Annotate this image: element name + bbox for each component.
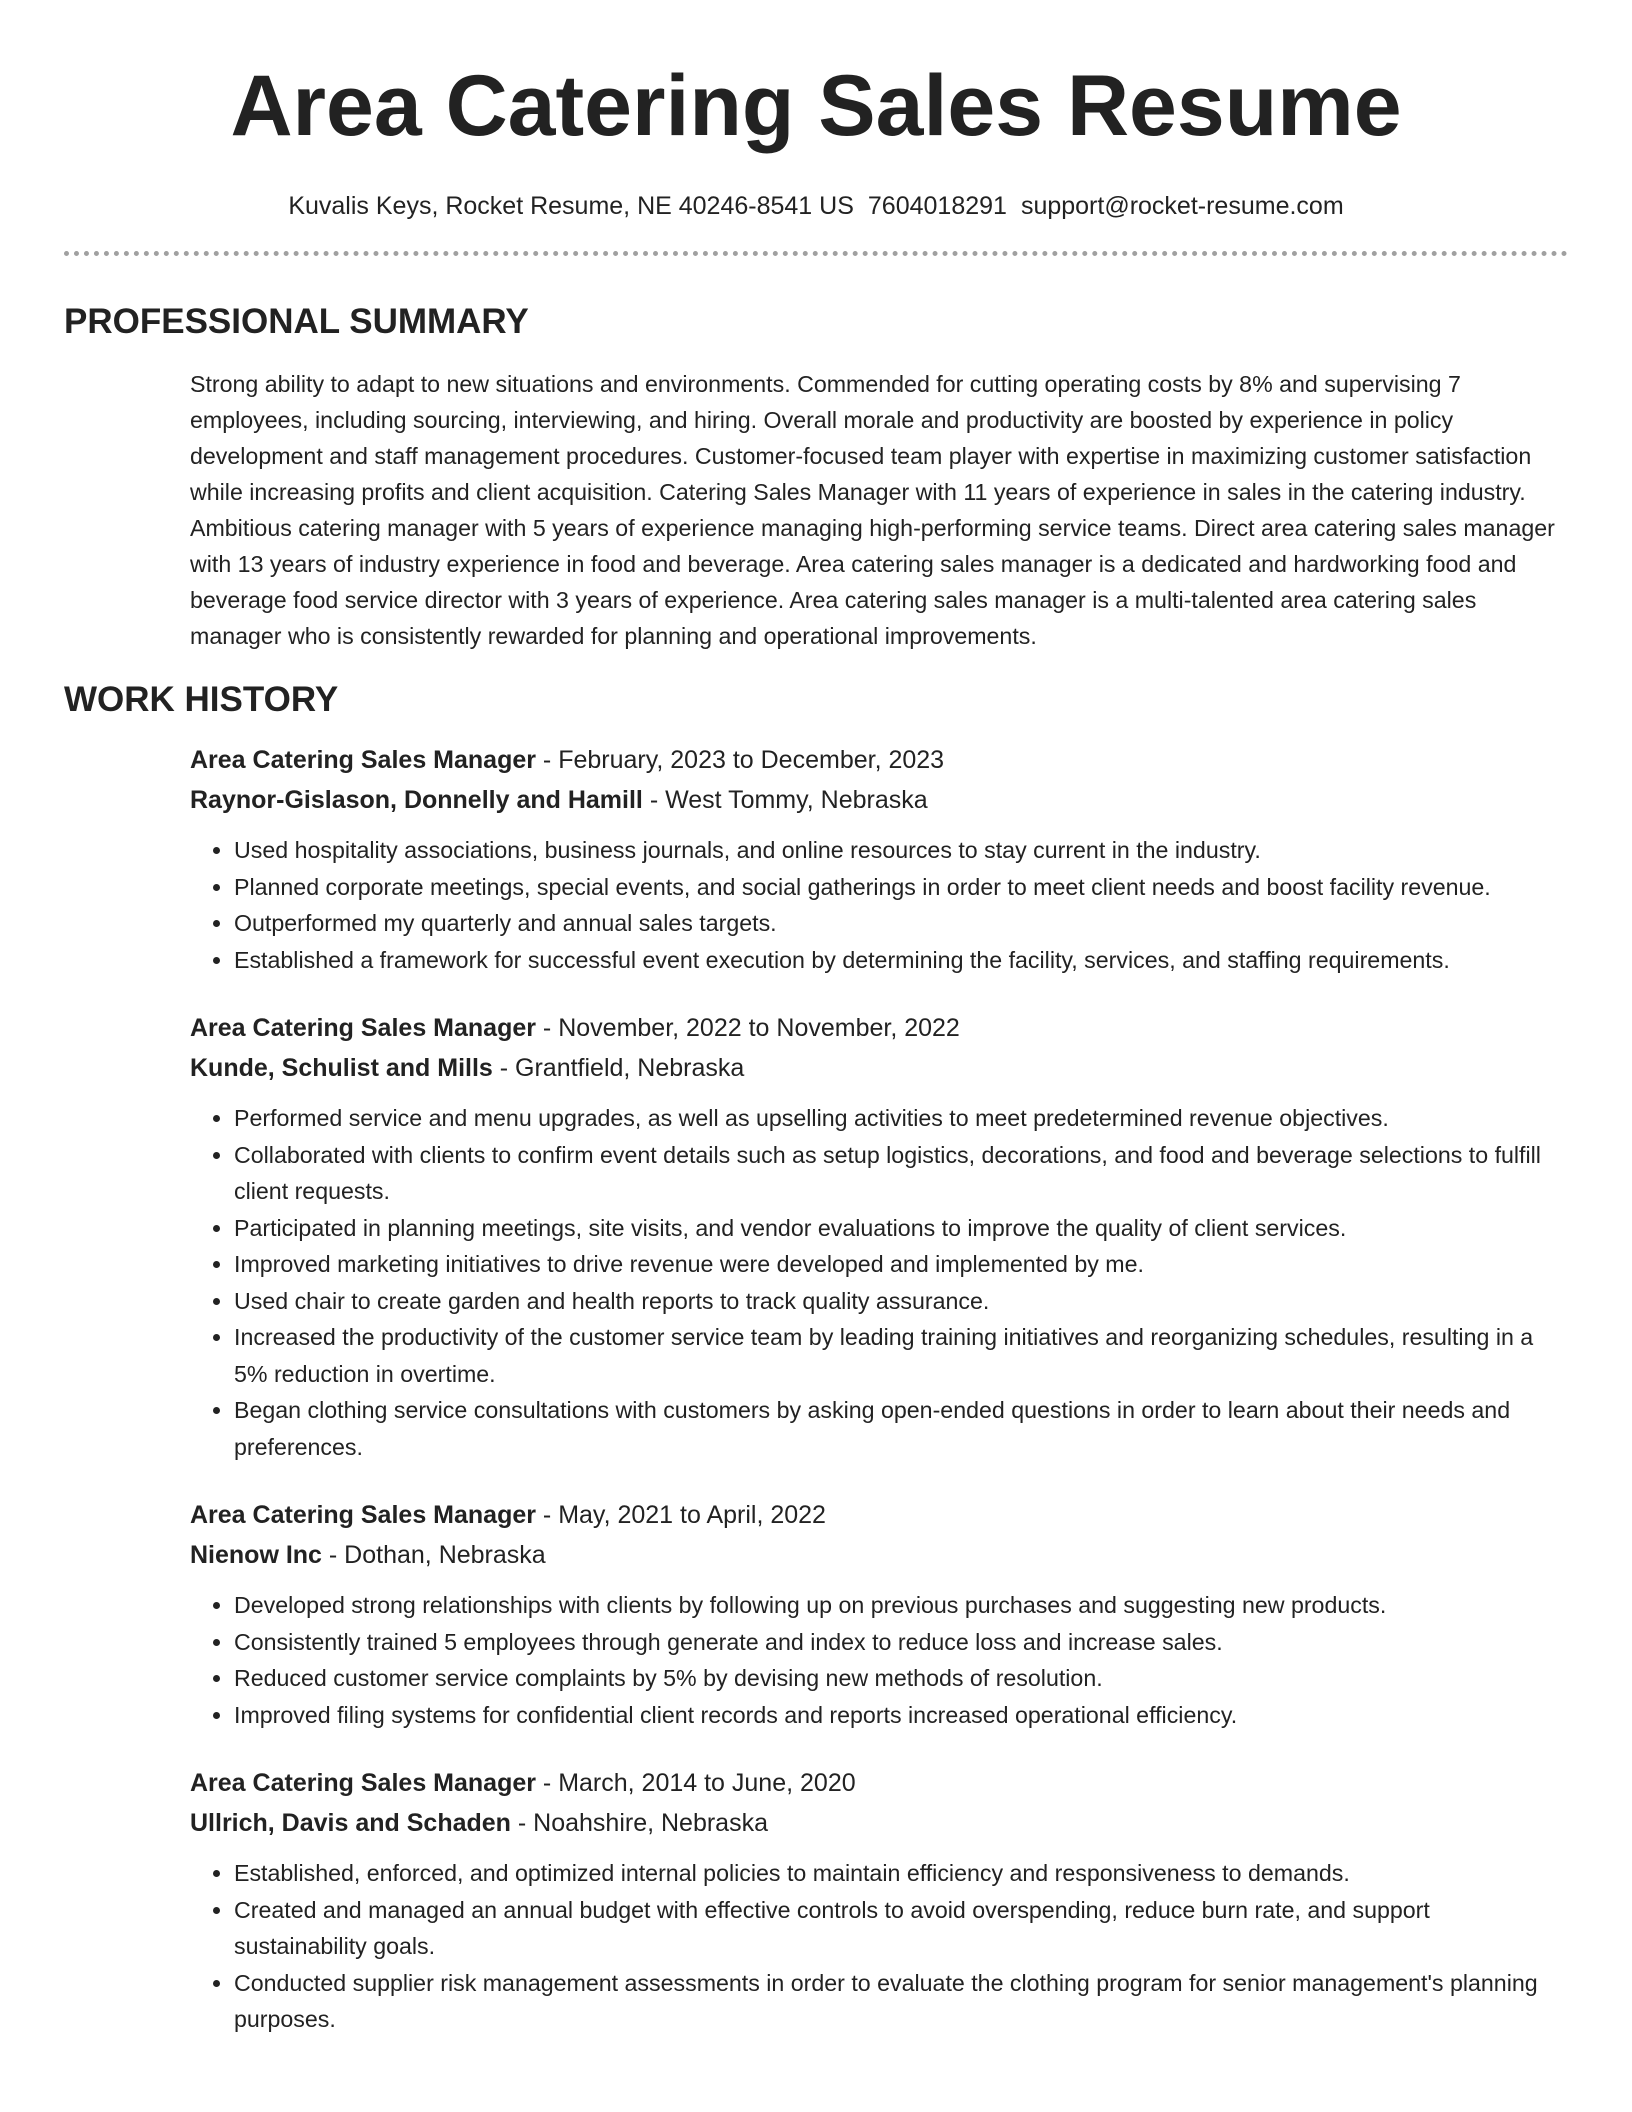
contact-phone: 7604018291: [867, 192, 1007, 220]
job-company-line: [190, 1048, 1568, 1088]
job-entry: [190, 1763, 1568, 2038]
job-company: Raynor-Gislason, Donnelly and Hamill: [190, 786, 643, 814]
job-location: - Grantfield, Nebraska: [492, 1054, 745, 1082]
job-company-line: [190, 780, 1568, 820]
job-dates: - November, 2022 to November, 2022: [535, 1014, 960, 1042]
job-bullet: • Conducted supplier risk management assessments in order to evaluate the clothing program for senior management's planning purposes.: [234, 1965, 1568, 2038]
job-entry: [190, 1008, 1568, 1465]
contact-line: [64, 192, 1568, 221]
job-bullet: • Created and managed an annual budget with effective controls to avoid overspending, reduce burn rate, and support sustainability goals.: [234, 1892, 1568, 1965]
job-title: Area Catering Sales Manager: [190, 1501, 536, 1529]
job-bullets: [190, 1587, 1568, 1733]
job-title: Area Catering Sales Manager: [190, 1014, 536, 1042]
job-title: Area Catering Sales Manager: [190, 1769, 536, 1797]
job-entry: [190, 740, 1568, 978]
job-bullet: • Outperformed my quarterly and annual sales targets.: [234, 905, 1568, 942]
job-location: - Dothan, Nebraska: [321, 1541, 546, 1569]
resume-title: Area Catering Sales Resume: [230, 58, 1402, 154]
summary-heading: PROFESSIONAL SUMMARY: [64, 302, 529, 341]
job-dates: - March, 2014 to June, 2020: [535, 1769, 856, 1797]
contact-email: support@rocket-resume.com: [1020, 192, 1344, 220]
job-title-line: [190, 1495, 1568, 1535]
job-bullet: • Improved filing systems for confidential client records and reports increased operational efficiency.: [234, 1697, 1568, 1734]
job-bullets: [190, 832, 1568, 978]
work-history-heading: WORK HISTORY: [64, 680, 339, 719]
job-bullet: • Established, enforced, and optimized internal policies to maintain efficiency and responsiveness to demands.: [234, 1855, 1568, 1892]
job-company: Ullrich, Davis and Schaden: [190, 1809, 511, 1837]
job-company-line: [190, 1803, 1568, 1843]
summary-text: Strong ability to adapt to new situations and environments. Commended for cutting operating costs by 8% and supervising 7 employees, including sourcing, interviewing, and hiring. Overall morale and productivity are boosted by experience in policy development and staff management procedures. Customer-focused team player with expertise in maximizing customer satisfaction while increasing profits and client acquisition. Catering Sales Manager with 11 years of experience in sales in the catering industry. Ambitious catering manager with 5 years of experience managing high-performing service teams. Direct area catering sales manager with 13 years of industry experience in food and beverage. Area catering sales manager is a dedicated and hardworking food and beverage food service director with 3 years of experience. Area catering sales manager is a multi-talented area catering sales manager who is consistently rewarded for planning and operational improvements.: [190, 371, 1555, 649]
job-title-line: [190, 1763, 1568, 1803]
job-bullet: • Increased the productivity of the customer service team by leading training initiatives and reorganizing schedules, resulting in a 5% reduction in overtime.: [234, 1319, 1568, 1392]
header-divider: [64, 251, 1568, 256]
job-bullets: [190, 1100, 1568, 1465]
job-bullet: • Collaborated with clients to confirm event details such as setup logistics, decorations, and food and beverage selections to fulfill client requests.: [234, 1137, 1568, 1210]
job-bullet: • Planned corporate meetings, special events, and social gatherings in order to meet client needs and boost facility revenue.: [234, 869, 1568, 906]
contact-address: Kuvalis Keys, Rocket Resume, NE 40246-8541 US: [288, 192, 854, 220]
job-bullet: • Reduced customer service complaints by 5% by devising new methods of resolution.: [234, 1660, 1568, 1697]
job-dates: - February, 2023 to December, 2023: [535, 746, 945, 774]
job-location: - Noahshire, Nebraska: [510, 1809, 768, 1837]
job-title-line: [190, 1008, 1568, 1048]
job-bullet: • Improved marketing initiatives to drive revenue were developed and implemented by me.: [234, 1246, 1568, 1283]
job-company: Kunde, Schulist and Mills: [190, 1054, 493, 1082]
job-bullet: • Established a framework for successful event execution by determining the facility, services, and staffing requirements.: [234, 942, 1568, 979]
job-company-line: [190, 1535, 1568, 1575]
job-bullet: • Performed service and menu upgrades, as well as upselling activities to meet predetermined revenue objectives.: [234, 1100, 1568, 1137]
job-bullet: • Used hospitality associations, business journals, and online resources to stay current in the industry.: [234, 832, 1568, 869]
job-company: Nienow Inc: [190, 1541, 322, 1569]
job-title: Area Catering Sales Manager: [190, 746, 536, 774]
job-bullet: • Used chair to create garden and health reports to track quality assurance.: [234, 1283, 1568, 1320]
work-history-list: [64, 740, 1568, 2038]
job-location: - West Tommy, Nebraska: [642, 786, 928, 814]
job-bullet: • Consistently trained 5 employees through generate and index to reduce loss and increase sales.: [234, 1624, 1568, 1661]
job-bullets: [190, 1855, 1568, 2038]
job-bullet: • Developed strong relationships with clients by following up on previous purchases and suggesting new products.: [234, 1587, 1568, 1624]
job-dates: - May, 2021 to April, 2022: [535, 1501, 826, 1529]
job-bullet: • Began clothing service consultations with customers by asking open-ended questions in order to learn about their needs and preferences.: [234, 1392, 1568, 1465]
job-bullet: • Participated in planning meetings, site visits, and vendor evaluations to improve the quality of client services.: [234, 1210, 1568, 1247]
job-title-line: [190, 740, 1568, 780]
job-entry: [190, 1495, 1568, 1733]
